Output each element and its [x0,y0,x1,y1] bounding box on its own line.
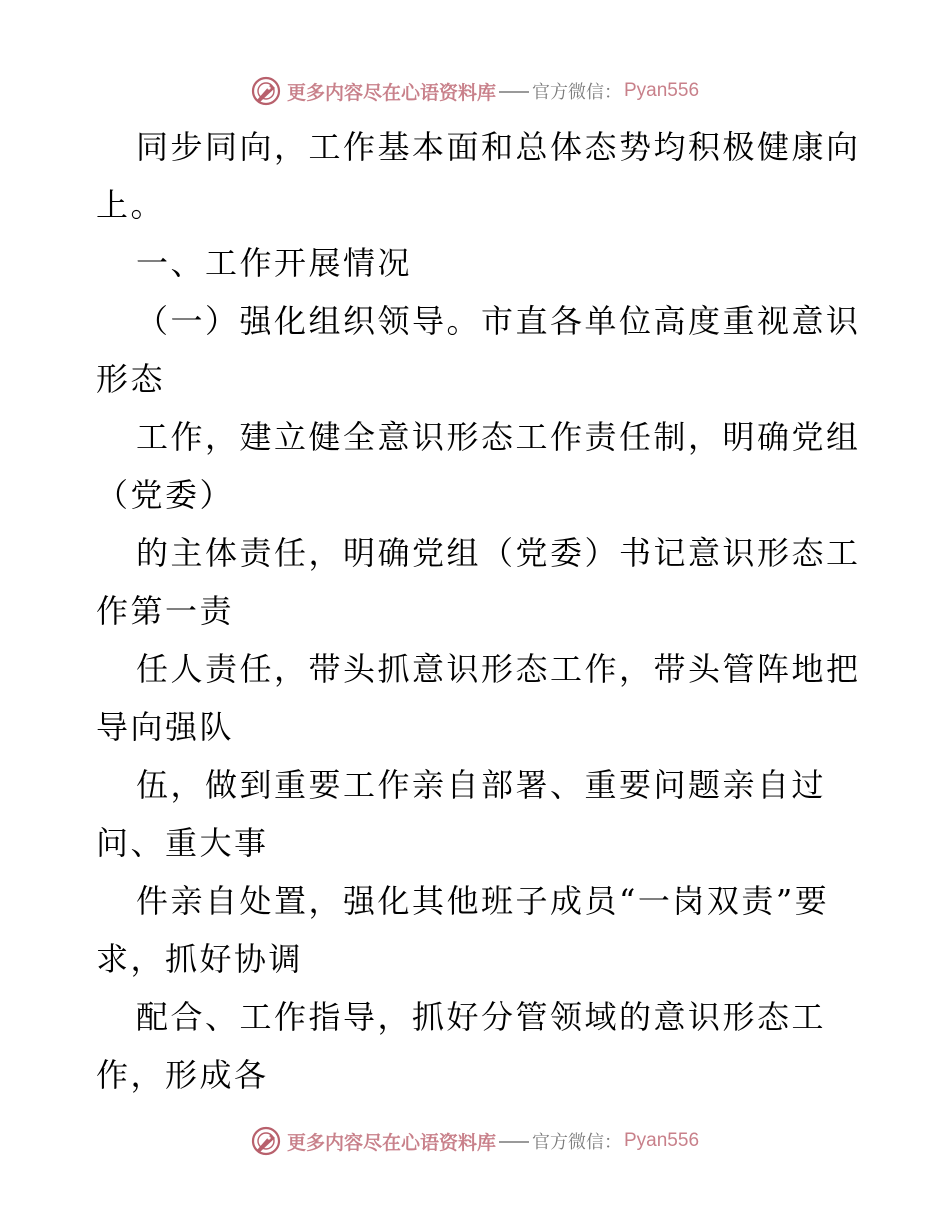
footer-brand-text: 更多内容尽在心语资料库 [286,1131,496,1154]
body-line: 件亲自处置，强化其他班子成员“一岗双责”要 [136,882,830,920]
header-divider [499,91,529,93]
body-line: 伍，做到重要工作亲自部署、重要问题亲自过 [136,766,827,804]
body-line: 导向强队 [96,708,235,746]
body-line: （党委） [96,476,235,514]
body-line: 配合、工作指导，抓好分管领域的意识形态工 [136,998,827,1036]
body-line: 作，形成各 [96,1056,269,1094]
header-brand-text: 更多内容尽在心语资料库 [286,81,496,104]
body-line: 工作，建立健全意识形态工作责任制，明确党组 [136,418,861,456]
body-line: （一）强化组织领导。市直各单位高度重视意识 [136,302,861,340]
header-official-label: 官方微信： [532,82,622,103]
pen-nib-logo-icon [251,1126,281,1156]
body-line: 的主体责任，明确党组（党委）书记意识形态工 [136,534,861,572]
footer-divider [499,1141,529,1143]
footer-wechat-id: Pyan556 [624,1130,700,1151]
footer-official-label: 官方微信： [532,1132,622,1153]
header-banner [0,71,950,111]
section-heading: 一、工作开展情况 [136,244,413,282]
pen-nib-logo-icon [251,76,281,106]
body-line: 作第一责 [96,592,235,630]
body-line: 任人责任，带头抓意识形态工作，带头管阵地把 [136,650,861,688]
body-line: 同步同向，工作基本面和总体态势均积极健康向 [136,128,861,166]
footer-banner [0,1121,950,1161]
body-line: 形态 [96,360,166,398]
body-line: 问、重大事 [96,824,269,862]
document-body [96,118,866,1104]
body-line: 上。 [96,186,166,224]
header-wechat-id: Pyan556 [624,80,700,101]
body-line: 求，抓好协调 [96,940,304,978]
